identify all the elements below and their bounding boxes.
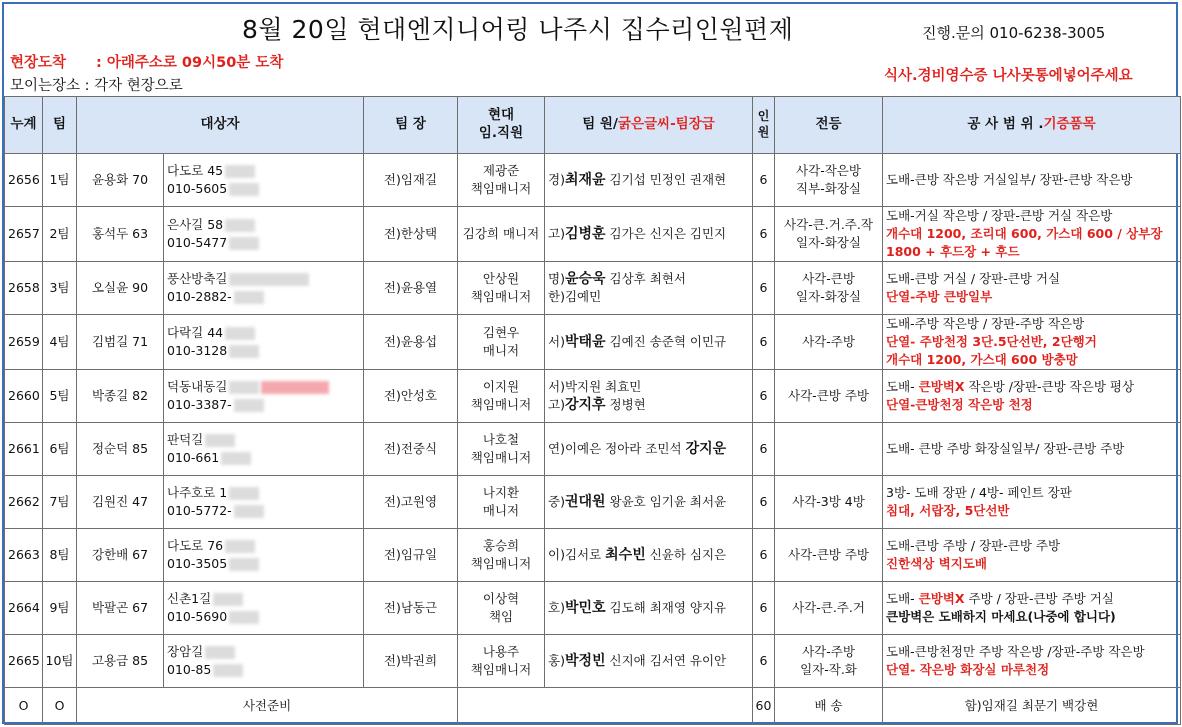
- cell-cum: 2664: [5, 582, 43, 635]
- contact-info: 진행.문의 010-6238-3005: [922, 24, 1106, 42]
- col-team: 팀: [43, 97, 77, 154]
- redacted-mark: [205, 646, 235, 659]
- cell-leader: 전)안성호: [364, 370, 458, 423]
- table-row: [5, 315, 1181, 370]
- redacted-mark: [229, 558, 259, 571]
- redacted-mark: [225, 165, 255, 178]
- cell-address: 덕동내동길 010-3387-: [164, 370, 364, 423]
- cell-staff: 안상원 책임매니저: [458, 262, 545, 315]
- roster-sheet: [2, 2, 1178, 724]
- cell-team: 1팀: [43, 154, 77, 207]
- redacted-mark: [225, 327, 255, 340]
- table-row: [5, 635, 1181, 688]
- cell-leader: 전)남동근: [364, 582, 458, 635]
- footer-cum: O: [5, 688, 43, 725]
- cell-cum: 2665: [5, 635, 43, 688]
- cell-staff: 이지원 책임매니저: [458, 370, 545, 423]
- cell-scope: 도배-주방 작은방 / 장판-주방 작은방 단열- 주방천정 3단.5단선반, 2단행거 개수대 1200, 가스대 600 방충망: [883, 315, 1181, 370]
- footer-empty: [458, 688, 753, 725]
- table-row: [5, 582, 1181, 635]
- cell-leader: 전)박권희: [364, 635, 458, 688]
- redacted-mark: [234, 399, 264, 412]
- cell-members: 명)윤승욱 김상후 최현서 한)김예민: [545, 262, 753, 315]
- arrival-instruction: [10, 51, 283, 72]
- col-leader: 팀 장: [364, 97, 458, 154]
- cell-cum: 2658: [5, 262, 43, 315]
- cell-lights: 사각-큰방 주방: [775, 529, 883, 582]
- table-row: [5, 423, 1181, 476]
- cell-count: 6: [753, 529, 775, 582]
- cell-members: 연)이예은 정아라 조민석 강지운: [545, 423, 753, 476]
- redacted-mark: [221, 452, 251, 465]
- cell-members: 홍)박정빈 신지애 김서연 유이안: [545, 635, 753, 688]
- cell-scope: 도배-큰방천정만 주방 작은방 /장판-주방 작은방 단열- 작은방 화장실 마루천정: [883, 635, 1181, 688]
- cell-team: 7팀: [43, 476, 77, 529]
- redacted-mark: [229, 183, 259, 196]
- cell-scope: 3방- 도배 장판 / 4방- 페인트 장판 침대, 서랍장, 5단선반: [883, 476, 1181, 529]
- cell-leader: 전)윤용섭: [364, 315, 458, 370]
- cell-address: 신촌1길 010-5690: [164, 582, 364, 635]
- footer-prep: 사전준비: [77, 688, 458, 725]
- col-staff: 현대 임.직원: [458, 97, 545, 154]
- table-row: [5, 262, 1181, 315]
- cell-cum: 2656: [5, 154, 43, 207]
- col-scope: 공 사 범 위 .기증품목: [883, 97, 1181, 154]
- redacted-mark: [205, 434, 235, 447]
- table-row: [5, 529, 1181, 582]
- footer-scope: 함)임재길 최문기 백강현: [883, 688, 1181, 725]
- cell-staff: 나용주 책임매니저: [458, 635, 545, 688]
- cell-leader: 전)전중식: [364, 423, 458, 476]
- cell-members: 중)권대원 왕윤호 임기윤 최서윤: [545, 476, 753, 529]
- table-row: [5, 207, 1181, 262]
- cell-address: 다도로 45 010-5605: [164, 154, 364, 207]
- cell-staff: 나지환 매니저: [458, 476, 545, 529]
- cell-team: 4팀: [43, 315, 77, 370]
- cell-address: 풍산방축길 010-2882-: [164, 262, 364, 315]
- meeting-place: 모이는장소 : 각자 현장으로: [10, 78, 183, 94]
- cell-team: 5팀: [43, 370, 77, 423]
- cell-leader: 전)고원영: [364, 476, 458, 529]
- cell-team: 2팀: [43, 207, 77, 262]
- arrival-text: : 아래주소로 09시50분 도착: [96, 55, 284, 71]
- cell-leader: 전)한상택: [364, 207, 458, 262]
- col-headcount: 인 원: [753, 97, 775, 154]
- cell-cum: 2657: [5, 207, 43, 262]
- team-table: [4, 96, 1181, 725]
- cell-team: 9팀: [43, 582, 77, 635]
- cell-scope: 도배-큰방 작은방 거실일부/ 장판-큰방 작은방: [883, 154, 1181, 207]
- cell-staff: 김현우 매니저: [458, 315, 545, 370]
- cell-count: 6: [753, 423, 775, 476]
- cell-cum: 2659: [5, 315, 43, 370]
- cell-leader: 전)윤용열: [364, 262, 458, 315]
- cell-lights: 사각-주방: [775, 315, 883, 370]
- cell-count: 6: [753, 582, 775, 635]
- redacted-mark: [225, 219, 255, 232]
- cell-scope: 도배- 큰방벽X 주방 / 장판-큰방 주방 거실 큰방벽은 도배하지 마세요(나중에 합니다): [883, 582, 1181, 635]
- redacted-mark: [213, 593, 243, 606]
- cell-name: 김범길 71: [77, 315, 164, 370]
- cell-count: 6: [753, 476, 775, 529]
- cell-name: 정순덕 85: [77, 423, 164, 476]
- cell-name: 고용금 85: [77, 635, 164, 688]
- cell-count: 6: [753, 154, 775, 207]
- cell-team: 6팀: [43, 423, 77, 476]
- table-header-row: [5, 97, 1181, 154]
- redacted-mark: [225, 540, 255, 553]
- cell-count: 6: [753, 207, 775, 262]
- cell-name: 박종길 82: [77, 370, 164, 423]
- footer-delivery: 배 송: [775, 688, 883, 725]
- cell-name: 오실윤 90: [77, 262, 164, 315]
- redacted-mark: [261, 381, 329, 394]
- title-row: [4, 4, 1176, 48]
- cell-address: 나주호로 1 010-5772-: [164, 476, 364, 529]
- cell-staff: 홍승희 책임매니저: [458, 529, 545, 582]
- page-title: 8월 20일 현대엔지니어링 나주시 집수리인원편제: [242, 15, 794, 44]
- redacted-mark: [213, 664, 243, 677]
- cell-lights: [775, 423, 883, 476]
- cell-members: 이)김서로 최수빈 신윤하 심지은: [545, 529, 753, 582]
- redacted-mark: [229, 273, 309, 286]
- redacted-mark: [229, 487, 259, 500]
- cell-lights: 사각-작은방 직부-화장실: [775, 154, 883, 207]
- table-row: [5, 370, 1181, 423]
- cell-staff: 제광준 책임매니저: [458, 154, 545, 207]
- cell-scope: 도배-큰방 주방 / 장판-큰방 주방 진한색상 벽지도배: [883, 529, 1181, 582]
- cell-count: 6: [753, 315, 775, 370]
- col-target: 대상자: [77, 97, 364, 154]
- cell-lights: 사각-큰.거.주.작 일자-화장실: [775, 207, 883, 262]
- cell-members: 서)박지원 최효민 고)강지후 정병현: [545, 370, 753, 423]
- cell-cum: 2662: [5, 476, 43, 529]
- cell-name: 김원진 47: [77, 476, 164, 529]
- cell-members: 고)김병훈 김가은 신지은 김민지: [545, 207, 753, 262]
- cell-name: 윤용화 70: [77, 154, 164, 207]
- cell-lights: 사각-큰.주.거: [775, 582, 883, 635]
- redacted-mark: [229, 611, 259, 624]
- redacted-mark: [234, 505, 264, 518]
- footer-count: 60: [753, 688, 775, 725]
- col-members: 팀 원/굵은글씨-팀장급: [545, 97, 753, 154]
- receipt-notice: 식사.경비영수증 나사못통에넣어주세요: [884, 68, 1133, 84]
- arrival-label: 현장도착: [10, 55, 67, 71]
- cell-address: 다락길 44 010-3128: [164, 315, 364, 370]
- cell-name: 박팔곤 67: [77, 582, 164, 635]
- cell-count: 6: [753, 262, 775, 315]
- cell-scope: 도배-큰방 거실 / 장판-큰방 거실 단열-주방 큰방일부: [883, 262, 1181, 315]
- cell-name: 홍석두 63: [77, 207, 164, 262]
- cell-scope: 도배- 큰방벽X 작은방 /장판-큰방 작은방 평상 단열-큰방천정 작은방 천정: [883, 370, 1181, 423]
- cell-count: 6: [753, 370, 775, 423]
- cell-lights: 사각-큰방 일자-화장실: [775, 262, 883, 315]
- footer-row: [5, 688, 1181, 725]
- cell-address: 판덕길 010-661: [164, 423, 364, 476]
- cell-scope: 도배- 큰방 주방 화장실일부/ 장판-큰방 주방: [883, 423, 1181, 476]
- cell-cum: 2660: [5, 370, 43, 423]
- cell-leader: 전)임재길: [364, 154, 458, 207]
- cell-members: 서)박태윤 김예진 송준혁 이민규: [545, 315, 753, 370]
- cell-staff: 김강희 매니저: [458, 207, 545, 262]
- col-cum: 누계: [5, 97, 43, 154]
- redacted-mark: [234, 291, 264, 304]
- redacted-mark: [229, 345, 259, 358]
- cell-team: 10팀: [43, 635, 77, 688]
- cell-cum: 2661: [5, 423, 43, 476]
- footer-team: O: [43, 688, 77, 725]
- cell-staff: 이상혁 책임: [458, 582, 545, 635]
- table-row: [5, 476, 1181, 529]
- cell-members: 호)박민호 김도해 최재영 양지유: [545, 582, 753, 635]
- cell-cum: 2663: [5, 529, 43, 582]
- cell-name: 강한배 67: [77, 529, 164, 582]
- cell-count: 6: [753, 635, 775, 688]
- cell-staff: 나호철 책임매니저: [458, 423, 545, 476]
- redacted-mark: [229, 237, 259, 250]
- cell-address: 장암길 010-85: [164, 635, 364, 688]
- cell-team: 3팀: [43, 262, 77, 315]
- cell-leader: 전)임규일: [364, 529, 458, 582]
- col-lights: 전등: [775, 97, 883, 154]
- table-row: [5, 154, 1181, 207]
- cell-lights: 사각-3방 4방: [775, 476, 883, 529]
- redacted-mark: [229, 381, 259, 394]
- cell-lights: 사각-주방 일자-작.화: [775, 635, 883, 688]
- cell-lights: 사각-큰방 주방: [775, 370, 883, 423]
- cell-scope: 도배-거실 작은방 / 장판-큰방 거실 작은방 개수대 1200, 조리대 600, 가스대 600 / 상부장 1800 + 후드장 + 후드: [883, 207, 1181, 262]
- cell-members: 경)최재윤 김기섭 민정인 권재현: [545, 154, 753, 207]
- cell-team: 8팀: [43, 529, 77, 582]
- cell-address: 다도로 76 010-3505: [164, 529, 364, 582]
- cell-address: 은사길 58 010-5477: [164, 207, 364, 262]
